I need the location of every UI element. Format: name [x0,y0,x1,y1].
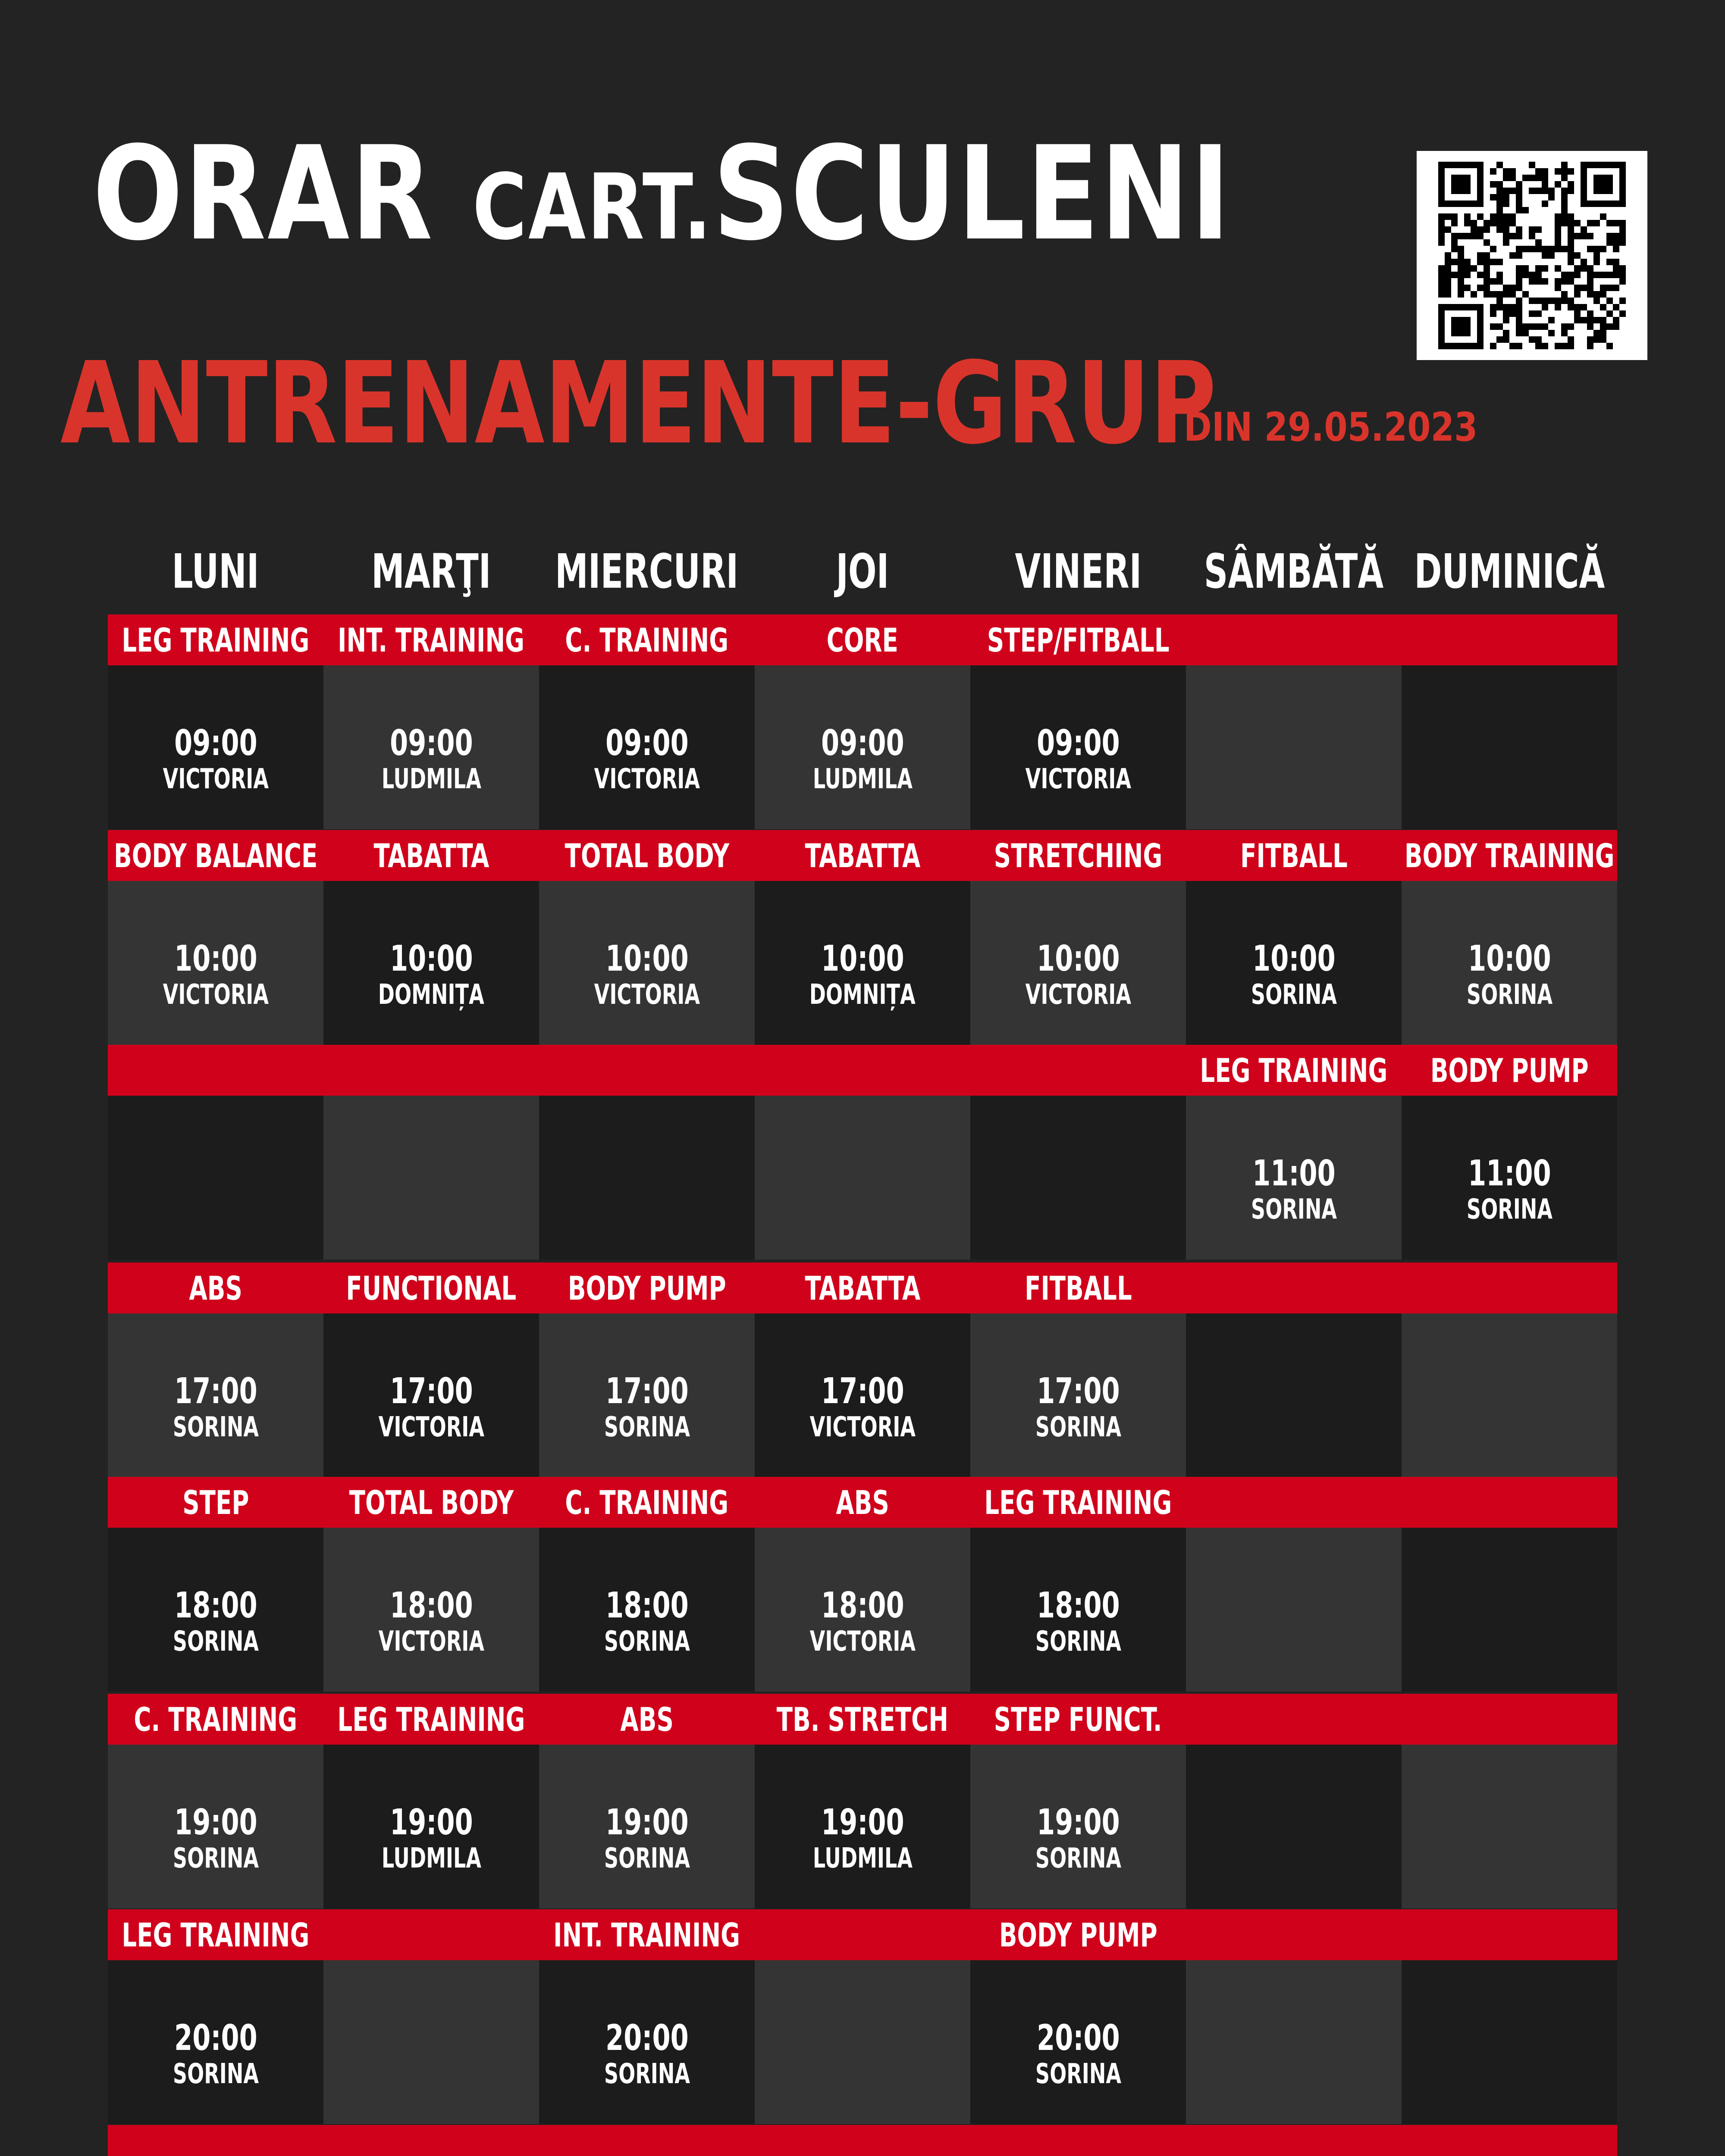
class-name-text: STEP/FITBALL [987,620,1170,659]
time-slot [1402,938,1617,1011]
class-time: 11:00 [1468,1153,1551,1194]
schedule-cell [108,1096,323,1260]
class-name [323,1477,539,1528]
schedule-cell [1186,665,1402,829]
trainer-name: SORINA [172,1626,259,1658]
class-name-text: ABS [189,1269,242,1307]
class-time: 09:00 [605,723,689,764]
schedule-cell [1402,1745,1617,1908]
trainer-name: LUDMILA [381,1843,481,1874]
class-time: 18:00 [821,1585,904,1626]
page-title [93,119,1232,269]
class-name-text: FITBALL [1024,1269,1132,1307]
time-slot [539,723,755,795]
day-header-label: SÂMBĂTĂ [1204,544,1384,599]
class-name [755,830,970,881]
class-name [108,1263,323,1313]
schedule-cell [1402,1313,1617,1477]
class-time: 17:00 [174,1371,257,1412]
class-name [970,1694,1186,1745]
class-time: 09:00 [1036,723,1120,764]
class-name-text: ABS [836,1483,889,1522]
time-slot [323,938,539,1011]
class-time: 19:00 [821,1802,904,1843]
class-time: 18:00 [174,1585,257,1626]
time-slot [970,1585,1186,1658]
class-name [755,1694,970,1745]
time-slot [970,938,1186,1011]
schedule-cell [1402,665,1617,829]
trainer-name: VICTORIA [1025,763,1131,795]
schedule-cell [1186,1313,1402,1477]
trainer-name: SORINA [1035,1626,1121,1658]
schedule-cell [1186,1528,1402,1692]
time-slot [539,1371,755,1443]
class-name [755,614,970,665]
schedule-cell [970,1096,1186,1260]
class-name-text: LEG TRAINING [1200,1051,1388,1090]
trainer-name: VICTORIA [594,979,700,1011]
trainer-name: DOMNIȚA [378,979,484,1011]
class-name [1186,830,1402,881]
class-name [539,614,755,665]
class-time: 17:00 [1036,1371,1120,1412]
class-time: 10:00 [1036,938,1120,979]
trainer-name: SORINA [604,1843,690,1874]
schedule-cell [323,1096,539,1260]
time-slot [108,1585,323,1658]
class-name-text: STEP FUNCT. [994,1700,1162,1739]
class-name-text: C. TRAINING [565,620,729,659]
day-header [1186,537,1402,606]
class-name-text: BODY PUMP [568,1269,726,1307]
class-name-text: C. TRAINING [134,1700,298,1739]
class-name [108,1694,323,1745]
time-slot [108,938,323,1011]
time-slot [755,723,970,795]
class-name-text: CORE [826,620,899,659]
day-header-label: VINERI [1015,544,1142,599]
title-cart: CART. [472,154,713,260]
day-header-label: MARŢI [371,544,491,599]
day-header [755,537,970,606]
day-header-label: MIERCURI [555,544,739,599]
time-slot [108,1802,323,1874]
class-name-text: STEP [182,1483,249,1522]
time-slot [1402,1153,1617,1225]
trainer-name: VICTORIA [1025,979,1131,1011]
trainer-name: VICTORIA [809,1411,916,1443]
class-name-text: FITBALL [1240,836,1348,875]
schedule-cell [1186,1960,1402,2124]
class-time: 20:00 [174,2018,257,2059]
class-time: 11:00 [1252,1153,1336,1194]
class-time: 18:00 [1036,1585,1120,1626]
day-header [108,537,323,606]
time-slot [323,723,539,795]
time-slot [323,1802,539,1874]
trainer-name: VICTORIA [378,1626,484,1658]
class-name-text: ABS [620,1700,674,1739]
class-name-text: LEG TRAINING [984,1483,1172,1522]
class-time: 19:00 [605,1802,689,1843]
class-name-text: INT. TRAINING [553,1915,740,1954]
time-slot [539,1802,755,1874]
class-name [323,614,539,665]
trainer-name: SORINA [1466,979,1552,1011]
class-name-text: BODY BALANCE [113,836,318,875]
class-time: 17:00 [821,1371,904,1412]
class-name [108,1477,323,1528]
class-time: 18:00 [389,1585,473,1626]
time-slot [1186,938,1402,1011]
page-subtitle: ANTRENAMENTE-GRUP [60,338,1217,469]
trainer-name: DOMNIȚA [809,979,916,1011]
class-time: 20:00 [1036,2018,1120,2059]
time-slot [755,938,970,1011]
class-name-text: STRETCHING [994,836,1163,875]
class-time: 19:00 [1036,1802,1120,1843]
class-time: 10:00 [1252,938,1336,979]
time-slot [323,1585,539,1658]
class-name [108,1909,323,1960]
class-name-text: TABATTA [805,836,920,875]
class-name [970,614,1186,665]
time-slot [108,1371,323,1443]
class-name [755,1477,970,1528]
class-time: 10:00 [821,938,904,979]
class-time: 17:00 [389,1371,473,1412]
class-name [1186,1045,1402,1096]
class-name [539,1477,755,1528]
trainer-name: SORINA [1035,2058,1121,2090]
class-name [539,1694,755,1745]
class-name [539,1909,755,1960]
time-slot [970,1371,1186,1443]
trainer-name: VICTORIA [809,1626,916,1658]
trainer-name: VICTORIA [594,763,700,795]
trainer-name: SORINA [1251,1194,1337,1225]
trainer-name: SORINA [604,1626,690,1658]
day-header-label: LUNI [172,544,260,599]
class-name-text: TABATTA [373,836,489,875]
qr-code-icon[interactable] [1417,151,1647,360]
date-label: DIN 29.05.2023 [1184,404,1478,450]
trainer-name: VICTORIA [163,763,269,795]
time-slot [970,1802,1186,1874]
class-time: 10:00 [174,938,257,979]
class-time: 19:00 [174,1802,257,1843]
class-time: 09:00 [174,723,257,764]
schedule-cell [323,1960,539,2124]
title-orar: ORAR [93,119,434,269]
time-slot [970,723,1186,795]
time-slot [539,938,755,1011]
class-name [1402,830,1617,881]
time-slot [1186,1153,1402,1225]
trainer-name: LUDMILA [381,763,481,795]
class-name-text: TOTAL BODY [565,836,729,875]
class-time: 17:00 [605,1371,689,1412]
class-name-text: BODY TRAINING [1404,836,1615,875]
class-name-text: TABATTA [805,1269,920,1307]
class-name [970,1909,1186,1960]
class-time: 10:00 [1468,938,1551,979]
class-name [323,830,539,881]
class-time: 18:00 [605,1585,689,1626]
day-header-label: DUMINICĂ [1414,544,1605,599]
schedule-cell [539,1096,755,1260]
trainer-name: SORINA [604,2058,690,2090]
class-name-text: C. TRAINING [565,1483,729,1522]
class-name-text: LEG TRAINING [337,1700,525,1739]
time-slot [970,2018,1186,2090]
class-name [323,1263,539,1313]
class-name-text: TOTAL BODY [349,1483,514,1522]
trainer-name: VICTORIA [163,979,269,1011]
trainer-name: SORINA [172,2058,259,2090]
time-slot [323,1371,539,1443]
schedule-cell [755,1960,970,2124]
trainer-name: LUDMILA [812,763,913,795]
trainer-name: SORINA [1251,979,1337,1011]
class-name [1402,1045,1617,1096]
time-slot [755,1585,970,1658]
class-name-text: BODY PUMP [999,1915,1157,1954]
time-slot [539,2018,755,2090]
trainer-name: SORINA [1466,1194,1552,1225]
trainer-name: LUDMILA [812,1843,913,1874]
class-name-text: BODY PUMP [1430,1051,1589,1090]
schedule-cell [755,1096,970,1260]
day-header [1402,537,1617,606]
class-label-band [108,1909,1617,1960]
day-header [970,537,1186,606]
class-time: 20:00 [605,2018,689,2059]
time-slot [755,1802,970,1874]
time-slot [108,2018,323,2090]
class-name-text: FUNCTIONAL [346,1269,517,1307]
class-name-text: INT. TRAINING [338,620,525,659]
class-name [108,830,323,881]
class-name [970,830,1186,881]
trainer-name: SORINA [172,1411,259,1443]
title-sculeni: SCULENI [713,119,1232,269]
time-slot [108,723,323,795]
bottom-band [108,2125,1617,2156]
class-name [108,614,323,665]
class-name [539,1263,755,1313]
schedule-cell [1402,1528,1617,1692]
class-time: 10:00 [389,938,473,979]
class-time: 19:00 [389,1802,473,1843]
day-header [323,537,539,606]
class-name-text: LEG TRAINING [122,1915,310,1954]
class-name-text: TB. STRETCH [776,1700,949,1739]
time-slot [755,1371,970,1443]
class-name [755,1263,970,1313]
class-name [970,1263,1186,1313]
trainer-name: SORINA [604,1411,690,1443]
schedule-cell [1402,1960,1617,2124]
schedule-cell [1186,1745,1402,1908]
class-name-text: LEG TRAINING [122,620,310,659]
class-name [970,1477,1186,1528]
class-time: 09:00 [821,723,904,764]
trainer-name: SORINA [1035,1411,1121,1443]
trainer-name: SORINA [172,1843,259,1874]
class-time: 09:00 [389,723,473,764]
time-slot [539,1585,755,1658]
day-header [539,537,755,606]
trainer-name: SORINA [1035,1843,1121,1874]
trainer-name: VICTORIA [378,1411,484,1443]
class-name [323,1694,539,1745]
day-header-label: JOI [836,544,889,599]
class-time: 10:00 [605,938,689,979]
class-name [539,830,755,881]
